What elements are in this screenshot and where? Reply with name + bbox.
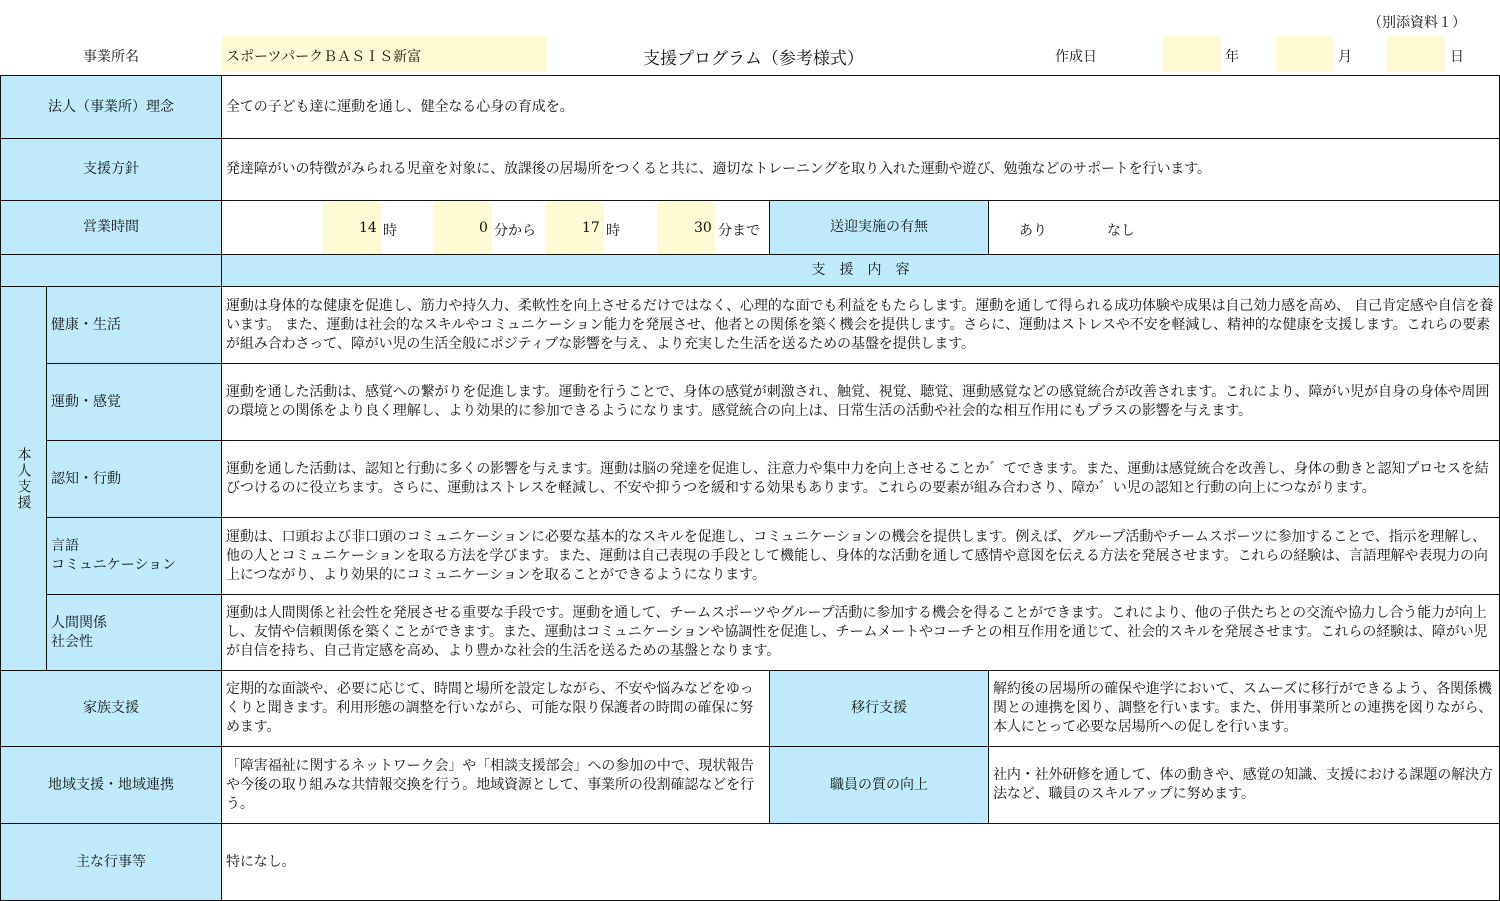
transition-support-text: 解約後の居場所の確保や進学において、スムーズに移行ができるよう、各関係機関との連携を図り、調整を行います。また、併用事業所との連携を図りながら、本人にとって必要な居場所への促しを行います。 xyxy=(989,671,1500,747)
month-input[interactable] xyxy=(1276,36,1334,72)
policy-label: 支援方針 xyxy=(1,139,222,201)
language-communication-label: 言語 コミュニケーション xyxy=(47,518,222,595)
motor-sensory-text: 運動を通した活動は、感覚への繋がりを促進します。運動を行うことで、身体の感覚が刺激され、触覚、視覚、聴覚、運動感覚などの感覚統合が改善されます。これにより、障がい児が自身の身体や周囲の環境との関係をより良く理解し、より効果的に参加できるようになります。感覚統合の向上は、日常生活の活動や社会的な相互作用にもプラスの影響を与えます。 xyxy=(222,364,1500,441)
attachment-note: （別添資料１） xyxy=(1368,15,1466,31)
philosophy-text: 全ての子ども達に運動を通し、健全なる心身の育成を。 xyxy=(222,76,1500,139)
day-label: 日 xyxy=(1450,49,1464,65)
from-label: 分から xyxy=(494,223,536,239)
end-hour-unit: 時 xyxy=(606,223,620,239)
policy-text: 発達障がいの特徴がみられる児童を対象に、放課後の居場所をつくると共に、適切なトレーニングを取り入れた運動や遊び、勉強などのサポートを行います。 xyxy=(222,139,1500,201)
year-label: 年 xyxy=(1225,49,1239,65)
staff-quality-text: 社内・社外研修を通して、体の動きや、感覚の知識、支援における課題の解決方法など、職員のスキルアップに努めます。 xyxy=(989,747,1500,824)
office-name: スポーツパークＢＡＳＩＳ新富 xyxy=(226,49,422,65)
events-text: 特になし。 xyxy=(222,824,1500,901)
start-hour-value: 14 xyxy=(359,220,377,236)
office-label: 事業所名 xyxy=(83,49,139,65)
health-life-label: 健康・生活 xyxy=(47,287,222,364)
relationships-sociality-label: 人間関係 社会性 xyxy=(47,595,222,671)
self-support-label-text: 本人支援 xyxy=(15,446,32,511)
cognition-behavior-text: 運動を通した活動は、認知と行動に多くの影響を与えます。運動は脳の発達を促進し、注意力や集中力を向上させることか゛てできます。また、運動は感覚統合を改善し、身体の動きと認知プロセスを結びつけるのに役立ちます。さらに、運動はストレスを軽減し、不安や抑うつを緩和する効果もあります。これらの要素が組み合わさり、障か゛い児の認知と行動の向上につながります。 xyxy=(222,441,1500,518)
start-min-value: 0 xyxy=(479,220,488,236)
staff-quality-label: 職員の質の向上 xyxy=(770,747,989,824)
cognition-behavior-label: 認知・行動 xyxy=(47,441,222,518)
transport-no-option[interactable]: なし xyxy=(1107,223,1135,239)
support-heading: 支 援 内 容 xyxy=(222,255,1500,287)
hours-label: 営業時間 xyxy=(1,201,222,255)
transport-yes-option[interactable]: あり xyxy=(1019,223,1047,239)
family-support-text: 定期的な面談や、必要に応じて、時間と場所を設定しながら、不安や悩みなどをゆっくりと聞きます。利用形態の調整を行いながら、可能な限り保護者の時間の確保に努めます。 xyxy=(222,671,770,747)
language-communication-text: 運動は、口頭および非口頭のコミュニケーションに必要な基本的なスキルを促進し、コミュニケーションの機会を提供します。例えば、グループ活動やチームスポーツに参加することで、指示を理解し、他の人とコミュニケーションを取る方法を学びます。また、運動は自己表現の手段として機能し、身体的な活動を通して感情や意図を伝える方法を発展させます。これらの経験は、言語理解や表現力の向上につながり、より効果的にコミュニケーションを取ることができるようになります。 xyxy=(222,518,1500,595)
support-heading-spacer xyxy=(1,255,222,287)
philosophy-label: 法人（事業所）理念 xyxy=(1,76,222,139)
start-hour-unit: 時 xyxy=(383,223,397,239)
transition-support-label: 移行支援 xyxy=(770,671,989,747)
end-hour-value: 17 xyxy=(582,220,600,236)
created-date-label: 作成日 xyxy=(1055,49,1097,65)
health-life-text: 運動は身体的な健康を促進し、筋力や持久力、柔軟性を向上させるだけではなく、心理的な面でも利益をもたらします。運動を通して得られる成功体験や成果は自己効力感を高め、 自己肯定感や自信を養います。 また、運動は社会的なスキルやコミュニケーション能力を発展させ、他者との関係を築く機会を提供します。さらに、運動はストレスや不安を軽減し、精神的な健康を支援します。これらの要素が組み合わさって、障がい児の生活全般にポジティブな影響を与え、より充実した生活を送るための基盤を提供します。 xyxy=(222,287,1500,364)
relationships-sociality-text: 運動は人間関係と社会性を発展させる重要な手段です。運動を通して、チームスポーツやグループ活動に参加する機会を得ることができます。これにより、他の子供たちとの交流や協力し合う能力が向上し、友情や信頼関係を築くことができます。また、運動はコミュニケーションや協調性を促進し、チームメートやコーチとの相互作用を通じて、社会的スキルを発展させます。これらの経験は、障がい児が自信を持ち、自己肯定感を高め、より豊かな社会的生活を送るための基盤となります。 xyxy=(222,595,1500,671)
transport-label: 送迎実施の有無 xyxy=(770,201,989,255)
until-label: 分まで xyxy=(718,223,760,239)
day-input[interactable] xyxy=(1387,36,1445,72)
community-support-text: 「障害福祉に関するネットワーク会」や「相談支援部会」への参加の中で、現状報告や今後の取り組みな共情報交換を行う。地域資源として、事業所の役割確認などを行う。 xyxy=(222,747,770,824)
community-support-label: 地域支援・地域連携 xyxy=(1,747,222,824)
family-support-label: 家族支援 xyxy=(1,671,222,747)
page-title: 支援プログラム（参考様式） xyxy=(643,49,864,69)
year-input[interactable] xyxy=(1163,36,1221,72)
transport-options xyxy=(989,201,1500,255)
events-label: 主な行事等 xyxy=(1,824,222,901)
motor-sensory-label: 運動・感覚 xyxy=(47,364,222,441)
month-label: 月 xyxy=(1338,49,1352,65)
self-support-label xyxy=(1,287,47,671)
end-min-value: 30 xyxy=(694,220,712,236)
